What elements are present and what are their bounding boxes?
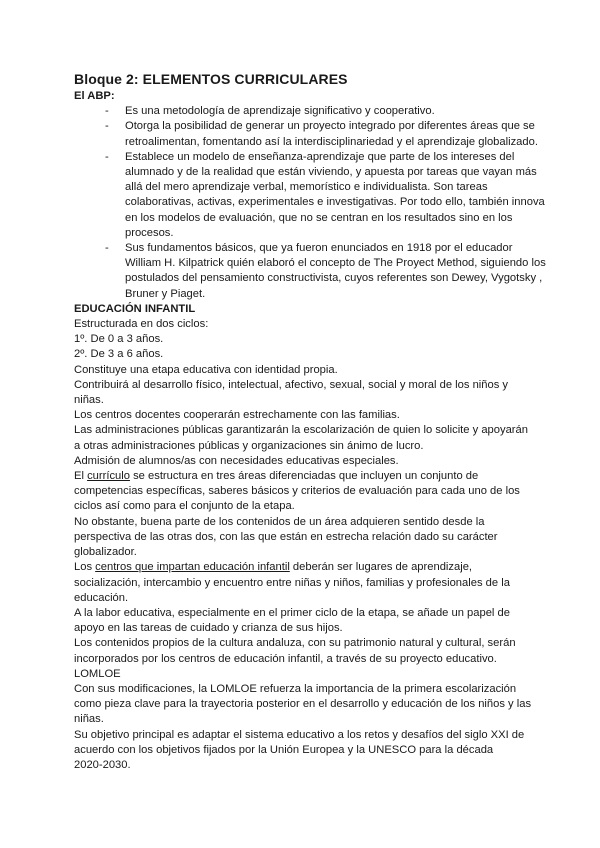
page-title: Bloque 2: ELEMENTOS CURRICULARES	[74, 71, 348, 87]
infantil-intro	[74, 317, 534, 469]
list-item	[105, 119, 538, 149]
text-line: niñas.	[74, 713, 104, 726]
text-line: Los contenidos propios de la cultura andaluza, con su patrimonio natural y cultural, serán	[74, 637, 516, 650]
lomloe-heading: LOMLOE	[74, 667, 121, 680]
text-line: ciclos así como para el conjunto de la etapa.	[74, 500, 295, 513]
text-line: 1º. De 0 a 3 años.	[74, 333, 164, 346]
list-item	[105, 241, 546, 302]
list-item-line: postulados del pensamiento constructivista, cuyos referentes son Dewey, Vygotsky ,	[125, 272, 543, 285]
text-line: socialización, intercambio y encuentro entre niñas y niños, familias y profesionales de la	[74, 576, 510, 589]
centros-paragraph	[74, 560, 534, 606]
andaluza-paragraph	[74, 636, 534, 666]
text-line: a otras administraciones públicas y organizaciones sin ánimo de lucro.	[74, 439, 424, 452]
text-line: Su objetivo principal es adaptar el sistema educativo a los retos y desafíos del siglo XXI de	[74, 728, 525, 741]
text-line	[74, 469, 534, 484]
text-line: globalizador.	[74, 546, 137, 559]
list-item-line: Establece un modelo de enseñanza-aprendizaje que parte de los intereses del	[125, 150, 515, 163]
list-item-line: retroalimentan, fomentando así la interdisciplinariedad y el aprendizaje globalizado.	[125, 135, 538, 148]
text-span: Los	[74, 561, 96, 574]
text-line: acuerdo con los objetivos fijados por la Unión Europea y la UNESCO para la década	[74, 743, 494, 756]
text-line: Admisión de alumnos/as con necesidades educativas especiales.	[74, 454, 399, 467]
text-line: 2º. De 3 a 6 años.	[74, 348, 164, 361]
document-body	[74, 89, 546, 773]
text-line: como pieza clave para la trayectoria posterior en el desarrollo y educación de los niños y las	[74, 698, 532, 711]
list-item	[105, 104, 534, 119]
text-line: No obstante, buena parte de los contenidos de un área adquieren sentido desde la	[74, 515, 485, 528]
list-item	[105, 150, 545, 241]
list-item-line: colaborativas, activas, experimentales e investigativas. Por todo ello, también innova	[125, 196, 545, 209]
list-item-line: Bruner y Piaget.	[125, 287, 206, 300]
list-item-line: alumnado y de la realidad que están viviendo, y apuesta por tareas que vayan más	[125, 166, 537, 179]
text-line: Los centros docentes cooperarán estrechamente con las familias.	[74, 409, 400, 422]
text-line: apoyo en las tareas de cuidado y crianza de sus hijos.	[74, 622, 343, 635]
text-line: Estructurada en dos ciclos:	[74, 318, 209, 331]
bullet-dash: -	[105, 242, 109, 255]
text-line: competencias específicas, saberes básicos y criterios de evaluación para cada uno de los	[74, 485, 520, 498]
text-line: 2020-2030.	[74, 758, 131, 771]
bullet-dash: -	[105, 150, 109, 163]
list-item-line: Otorga la posibilidad de generar un proyecto integrado por diferentes áreas que se	[125, 120, 535, 133]
list-item-line: procesos.	[125, 226, 174, 239]
text-line: Constituye una etapa educativa con identidad propia.	[74, 363, 338, 376]
centros-link[interactable]: centros que impartan educación infantil	[95, 561, 290, 574]
obstante-paragraph	[74, 515, 534, 561]
abp-list	[74, 104, 546, 302]
text-span: El	[74, 470, 88, 483]
text-span: deberán ser lugares de aprendizaje,	[289, 561, 473, 574]
list-item-line: Sus fundamentos básicos, que ya fueron enunciados en 1918 por el educador	[125, 242, 513, 255]
curriculo-paragraph	[74, 469, 534, 515]
text-line: incorporados por los centros de educación infantil, a través de su proyecto educativo.	[74, 652, 497, 665]
text-span: se estructura en tres áreas diferenciadas que incluyen un conjunto de	[129, 470, 479, 483]
bullet-dash: -	[105, 105, 109, 118]
text-line: perspectiva de las otras dos, con las que están en estrecha relación dado su carácter	[74, 530, 498, 543]
text-line: Contribuirá al desarrollo físico, intelectual, afectivo, sexual, social y moral de los niños y	[74, 378, 509, 391]
list-item-line: allá del mero aprendizaje verbal, memorístico e individualista. Son tareas	[125, 181, 488, 194]
list-item-line: William H. Kilpatrick quién elaboró el concepto de The Proyect Method, siguiendo los	[125, 257, 546, 270]
text-line: Las administraciones públicas garantizarán la escolarización de quien lo solicite y apoyarán	[74, 424, 528, 437]
infantil-heading: EDUCACIÓN INFANTIL	[74, 302, 196, 315]
text-line: A la labor educativa, especialmente en el primer ciclo de la etapa, se añade un papel de	[74, 606, 510, 619]
bullet-dash: -	[105, 120, 109, 133]
text-line	[74, 560, 534, 575]
list-item-line: en los modelos de evaluación, que no se centran en los resultados sino en los	[125, 211, 513, 224]
text-line: Con sus modificaciones, la LOMLOE refuerza la importancia de la primera escolarización	[74, 682, 517, 695]
text-line: educación.	[74, 591, 129, 604]
text-line: niñas.	[74, 394, 104, 407]
labor-paragraph	[74, 606, 534, 636]
list-item-line: Es una metodología de aprendizaje significativo y cooperativo.	[125, 105, 435, 118]
curriculo-link[interactable]: currículo	[87, 470, 130, 483]
lomloe-paragraph	[74, 682, 534, 773]
abp-heading: El ABP:	[74, 90, 115, 102]
